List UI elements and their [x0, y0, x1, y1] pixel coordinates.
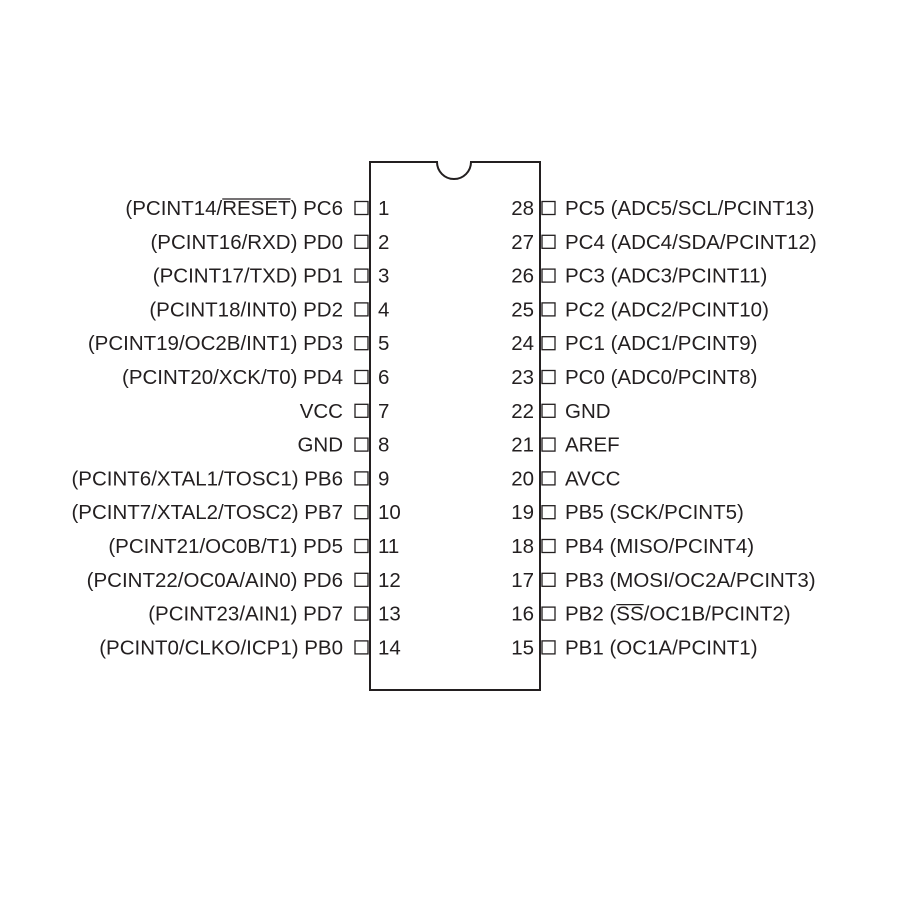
pin-number: 20: [511, 467, 534, 491]
pin-label-segment: GND: [565, 399, 611, 423]
pin-number: 3: [378, 264, 390, 288]
pin-label-segment: ) PC6: [290, 197, 343, 220]
pin-number: 10: [378, 501, 401, 525]
pin-label-segment: (PCINT0/CLKO/ICP1) PB0: [99, 636, 343, 660]
pin-label-segment: (PCINT21/OC0B/T1) PD5: [108, 535, 343, 558]
pin-label-segment: (PCINT23/AIN1) PD7: [148, 602, 343, 626]
pin-label-segment: PB2 (: [565, 602, 617, 626]
pin-number: 25: [511, 298, 534, 322]
pin-label: [297, 434, 343, 457]
pin-label-segment: VCC: [299, 399, 343, 423]
pin-label: [565, 400, 611, 423]
pin-label: [565, 569, 816, 592]
pin-label: [99, 636, 343, 659]
pin-label: [565, 467, 621, 490]
pin-label: [71, 467, 343, 490]
pin-label: [108, 535, 343, 558]
pin-number: 6: [378, 366, 390, 389]
pin-label-segment: (PCINT7/XTAL2/TOSC2) PB7: [71, 501, 343, 525]
pin-label: [565, 332, 758, 355]
pin-label-overlined-segment: SS: [616, 602, 644, 626]
pin-label: [88, 332, 343, 355]
pin-number: 4: [378, 298, 390, 322]
pin-label: [565, 434, 620, 457]
pin-label-segment: AREF: [565, 433, 620, 457]
pin-label: [122, 366, 343, 389]
pin-number: 24: [511, 332, 534, 356]
pin-label-segment: PC0 (ADC0/PCINT8): [565, 366, 758, 389]
pin-label: [87, 569, 343, 592]
pin-label: [565, 366, 758, 389]
pin-label-segment: PC2 (ADC2/PCINT10): [565, 298, 769, 322]
pin-number: 21: [511, 433, 534, 457]
pin-label-segment: PB1 (OC1A/PCINT1): [565, 636, 758, 660]
pin-label: [300, 400, 343, 423]
pin-label-segment: PC5 (ADC5/SCL/PCINT13): [565, 197, 815, 220]
pin-label: [153, 265, 343, 288]
pin-label: [148, 603, 343, 626]
pin-number: 19: [511, 501, 534, 525]
pin-number: 27: [511, 230, 534, 254]
pin-label: [565, 501, 744, 524]
pin-number: 14: [378, 636, 401, 660]
pin-label-segment: /OC1B/PCINT2): [643, 602, 791, 626]
pin-number: 1: [378, 197, 390, 220]
pin-row: [511, 434, 620, 457]
pin-number: 12: [378, 568, 401, 592]
pin-number: 18: [511, 535, 534, 558]
pin-label-segment: PB3 (MOSI/OC2A/PCINT3): [565, 568, 816, 592]
pin-label: [71, 501, 343, 524]
pin-number: 5: [378, 332, 390, 356]
pin-label-segment: PC1 (ADC1/PCINT9): [565, 332, 758, 356]
pin-number: 11: [378, 535, 400, 558]
pin-row: [511, 467, 620, 490]
pin-label-segment: (PCINT19/OC2B/INT1) PD3: [87, 332, 343, 356]
pin-number: 7: [378, 399, 390, 423]
pin-label-segment: (PCINT14/: [125, 197, 223, 220]
pin-number: 9: [378, 467, 390, 491]
pin-label-segment: GND: [297, 433, 343, 457]
pin-label-segment: PB5 (SCK/PCINT5): [565, 501, 744, 525]
pin-number: 2: [378, 230, 390, 254]
pin-label-overlined-segment: RESET: [222, 197, 291, 220]
pin-label-segment: PC3 (ADC3/PCINT11): [565, 264, 768, 288]
pin-label-segment: PB4 (MISO/PCINT4): [565, 535, 755, 558]
pin-label: [565, 636, 758, 659]
pin-label: [565, 298, 769, 321]
pin-label-segment: (PCINT22/OC0A/AIN0) PD6: [86, 568, 343, 592]
pin-label: [125, 197, 343, 220]
pin-label: [565, 231, 817, 254]
pin-label-segment: (PCINT18/INT0) PD2: [149, 298, 343, 322]
pin-number: 8: [378, 433, 390, 457]
pin-number: 13: [378, 602, 401, 626]
pin-label-segment: (PCINT16/RXD) PD0: [150, 230, 343, 254]
pin-label-segment: PC4 (ADC4/SDA/PCINT12): [565, 230, 817, 254]
pin-label-segment: (PCINT20/XCK/T0) PD4: [122, 366, 343, 389]
pin-number: 16: [511, 602, 534, 626]
pin-label: [150, 231, 343, 254]
pin-number: 28: [511, 197, 534, 220]
pin-number: 15: [511, 636, 534, 660]
pin-label: [565, 603, 791, 626]
pin-label: [565, 197, 814, 220]
pin-label-segment: AVCC: [565, 467, 621, 491]
pin-label-segment: (PCINT17/TXD) PD1: [152, 264, 343, 288]
pin-label-segment: (PCINT6/XTAL1/TOSC1) PB6: [71, 467, 343, 491]
pin-label: [565, 535, 754, 558]
pin-number: 26: [511, 264, 534, 288]
pin-row: [71, 467, 389, 490]
pin-number: 17: [511, 568, 534, 592]
pin-label: [149, 298, 343, 321]
pin-number: 23: [511, 366, 534, 389]
pin-number: 22: [511, 399, 534, 423]
pin-label: [565, 265, 767, 288]
